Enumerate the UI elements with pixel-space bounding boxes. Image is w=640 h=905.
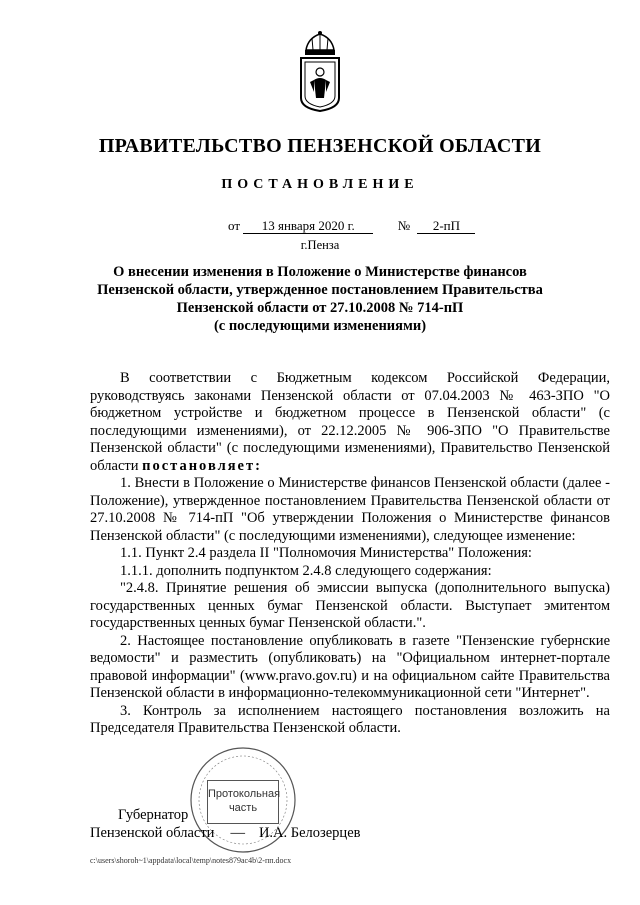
stamp-label-line: часть [228,802,258,814]
date-number-line [228,218,475,234]
decree-body [90,370,610,738]
number-sign: № [397,218,411,233]
item-2: 2. Настоящее постановление опубликовать в газете "Пензенские губернские ведомости" и разместить (опубликовать) на "Официальном интернет-портале правовой информации" (www.pravo.gov.ru) и на официальном сайте Правительства Пензенской области в информационно-телекоммуникационной сети "Интернет". [90,632,610,701]
decree-subject [90,263,550,335]
subject-line: (с последующими изменениями) [213,318,427,334]
quoted-text: "2.4.8. Принятие решения об эмиссии выпуска (дополнительного выпуска) государственных ценных бумаг Пензенской области. Выступает эмитентом государственных ценных бумаг Пензенской области.". [90,580,610,631]
decree-number: 2-пП [417,219,475,234]
signer-line [90,824,610,842]
item-1-1: 1.1. Пункт 2.4 раздела II "Полномочия Министерства" Положения: [120,545,532,561]
intro-text: В соответствии с Бюджетным кодексом Российской Федерации, руководствуясь законами Пензенской области от 07.04.2003 № 463-ЗПО "О бюджетном устройстве и бюджетном процессе в Пензенской области" (с последующими изменениями), от 22.12.2005 № 906-ЗПО "О Правительстве Пензенской области" (с последующими изменениями), Правительство Пензенской области [90,370,610,474]
decree-type: ПОСТАНОВЛЕНИЕ [221,177,419,192]
subject-line: Пензенской области, утвержденное постановлением Правительства [97,282,543,298]
subject-line: Пензенской области от 27.10.2008 № 714-пП [176,300,464,316]
resolves-word: постановляет: [142,457,262,474]
coat-of-arms-icon [296,30,344,112]
decree-date: 13 января 2020 г. [243,219,373,234]
signature-block [90,806,610,842]
stamp-label-line: Протокольная [208,788,281,800]
signature-dash: — [230,825,245,841]
intro-paragraph [90,370,610,475]
signer-title-line2: Пензенской области [90,825,215,841]
city: г.Пенза [300,238,340,252]
item-3: 3. Контроль за исполнением настоящего постановления возложить на Председателя Правительства Пензенской области. [90,702,610,736]
subject-line: О внесении изменения в Положение о Министерстве финансов [113,264,527,280]
government-title: ПРАВИТЕЛЬСТВО ПЕНЗЕНСКОЙ ОБЛАСТИ [98,135,542,157]
file-path: c:\users\shoroh~1\appdata\local\temp\notes879ac4b\2-пп.docx [90,856,292,865]
item-1-1-1: 1.1.1. дополнить подпунктом 2.4.8 следующего содержания: [120,562,492,579]
date-prefix: от [228,218,241,233]
signer-title-line1: Губернатор [118,807,189,823]
signer-name: И.А. Белозерцев [258,825,361,841]
item-1: 1. Внести в Положение о Министерстве финансов Пензенской области (далее - Положение), утвержденное постановлением Правительства Пензенской области от 27.10.2008 № 714-пП "Об утверждении Положения о Министерстве финансов Пензенской области" (с последующими изменениями), следующее изменение: [90,475,610,544]
